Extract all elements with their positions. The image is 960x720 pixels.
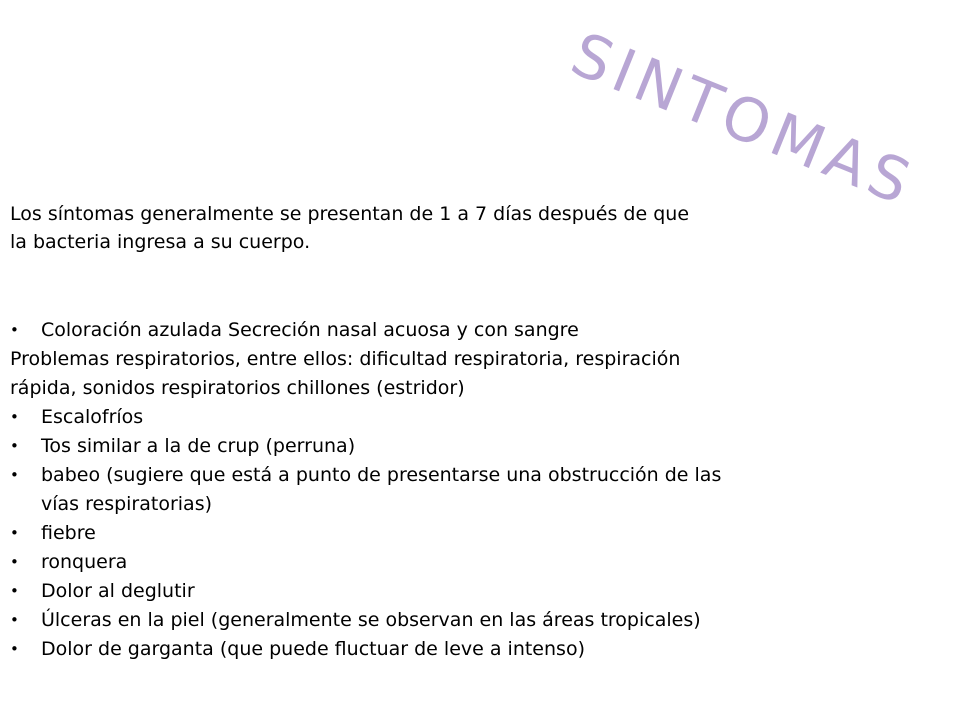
list-item: • fiebre bbox=[10, 519, 750, 548]
list-item: • Coloración azulada Secreción nasal acuosa y con sangre bbox=[10, 316, 750, 345]
list-item: Problemas respiratorios, entre ellos: dificultad respiratoria, respiración rápida, sonidos respiratorios chillones (estridor) bbox=[10, 348, 681, 399]
list-item: • Tos similar a la de crup (perruna) bbox=[10, 432, 750, 461]
list-item: • Dolor de garganta (que puede fluctuar de leve a intenso) bbox=[10, 635, 750, 664]
list-item: • Úlceras en la piel (generalmente se observan en las áreas tropicales) bbox=[10, 606, 750, 635]
list-item: • Escalofríos bbox=[10, 403, 750, 432]
list-item: • ronquera bbox=[10, 548, 750, 577]
list-item: • Dolor al deglutir bbox=[10, 577, 750, 606]
intro-paragraph: Los síntomas generalmente se presentan de 1 a 7 días después de que la bacteria ingresa a su cuerpo. bbox=[10, 203, 690, 253]
symptom-list bbox=[10, 316, 750, 664]
list-item: • babeo (sugiere que está a punto de presentarse una obstrucción de las vías respiratorias) bbox=[10, 461, 750, 519]
slide-title: SINTOMAS bbox=[561, 19, 925, 221]
